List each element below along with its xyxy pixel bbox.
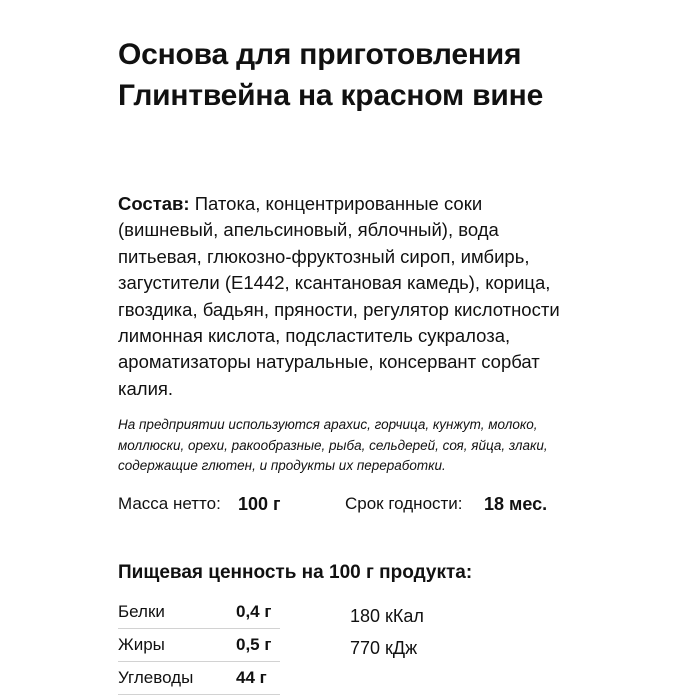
nutrient-value: 0,5 г xyxy=(236,629,280,662)
shelf-life-value: 18 мес. xyxy=(484,494,548,514)
energy-values xyxy=(350,600,424,664)
composition-ingredients: Патока, концентрированные соки (вишневый, апельсиновый, яблочный), вода питьевая, глюкозно-фруктозный сироп, имбирь, загустители (Е1442, ксантановая камедь), корица, гвоздика, бадьян, пряности, регулятор кислотности лимонная кислота, подсластитель сукралоза, ароматизаторы натуральные, консервант сорбат калия. xyxy=(118,193,560,399)
nutrition-row-protein xyxy=(118,596,280,629)
composition-label: Состав: xyxy=(118,193,190,214)
nutrition-table xyxy=(118,596,280,695)
product-title: Основа для приготовления Глинтвейна на красном вине xyxy=(118,38,544,112)
allergen-notice: На предприятии используются арахис, горчица, кунжут, молоко, моллюски, орехи, ракообразные, рыба, сельдерей, соя, яйца, злаки, содержащие глютен, и продукты их переработки. xyxy=(118,417,548,473)
energy-kcal: 180 кКал xyxy=(350,606,424,626)
shelf-life-label: Срок годности: xyxy=(345,494,463,513)
nutrient-name: Белки xyxy=(118,596,236,629)
nutrition-row-fat xyxy=(118,629,280,662)
net-mass-value: 100 г xyxy=(238,494,281,514)
nutrition-title: Пищевая ценность на 100 г продукта: xyxy=(118,562,473,583)
nutrition-row-carbs xyxy=(118,662,280,695)
nutrient-value: 0,4 г xyxy=(236,596,280,629)
net-mass-label: Масса нетто: xyxy=(118,494,221,513)
nutrient-name: Жиры xyxy=(118,629,236,662)
nutrient-value: 44 г xyxy=(236,662,280,695)
composition-text xyxy=(118,191,578,402)
nutrient-name: Углеводы xyxy=(118,662,236,695)
energy-kj: 770 кДж xyxy=(350,638,418,658)
